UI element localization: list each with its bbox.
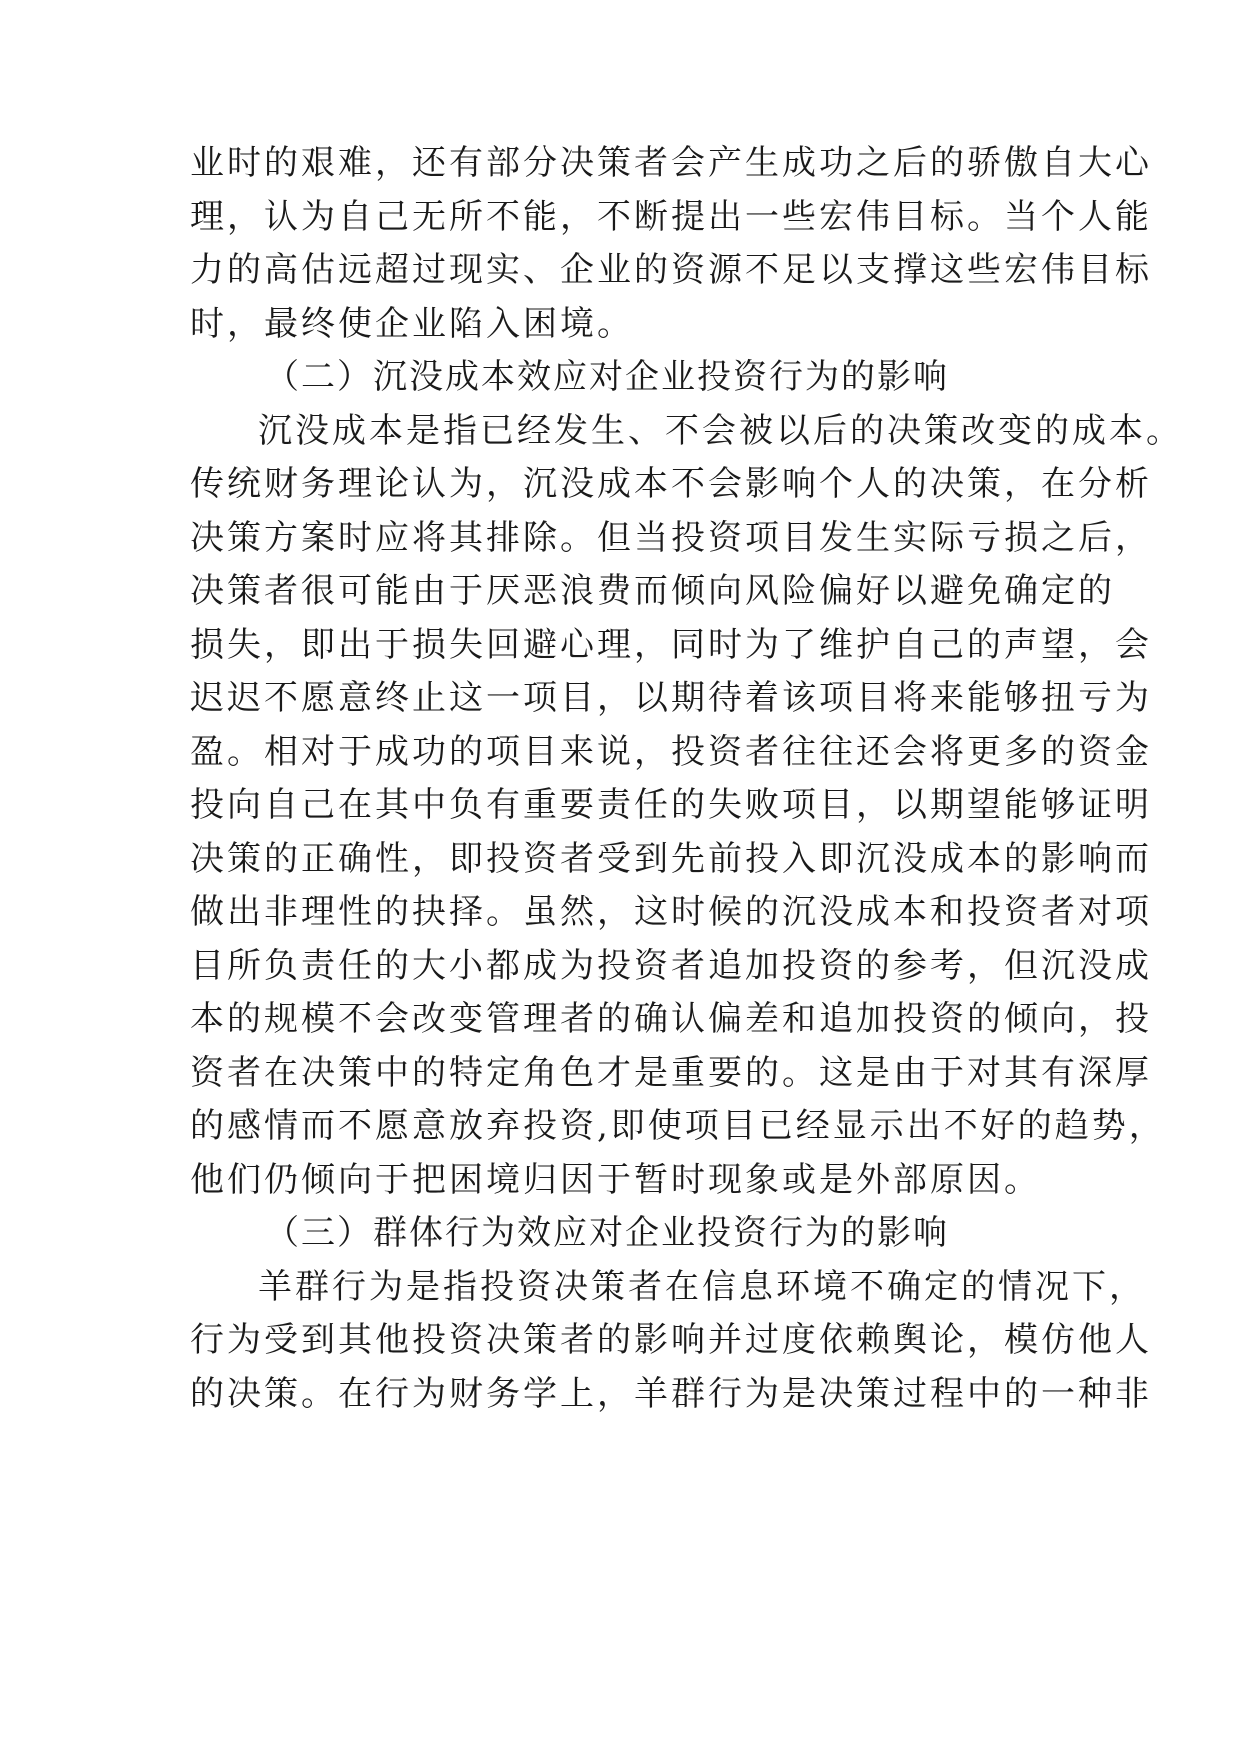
paragraph-line: 决策的正确性，即投资者受到先前投入即沉没成本的影响而	[190, 839, 1152, 879]
paragraph-line: 行为受到其他投资决策者的影响并过度依赖舆论，模仿他人	[190, 1320, 1152, 1360]
paragraph-line: 决策方案时应将其排除。但当投资项目发生实际亏损之后，	[190, 518, 1152, 558]
paragraph-line: 做出非理性的抉择。虽然，这时候的沉没成本和投资者对项	[190, 892, 1152, 932]
paragraph-line: 投向自己在其中负有重要责任的失败项目，以期望能够证明	[190, 785, 1152, 825]
paragraph-line: 传统财务理论认为，沉没成本不会影响个人的决策，在分析	[190, 464, 1152, 504]
paragraph-first-line: 羊群行为是指投资决策者在信息环境不确定的情况下，	[258, 1267, 1146, 1307]
paragraph-line: 目所负责任的大小都成为投资者追加投资的参考，但沉没成	[190, 946, 1152, 986]
paragraph-line: 决策者很可能由于厌恶浪费而倾向风险偏好以避免确定的	[190, 571, 1115, 611]
paragraph-first-line: 沉没成本是指已经发生、不会被以后的决策改变的成本。	[258, 411, 1183, 451]
paragraph-line: 资者在决策中的特定角色才是重要的。这是由于对其有深厚	[190, 1053, 1152, 1093]
section-heading: （三）群体行为效应对企业投资行为的影响	[265, 1213, 949, 1253]
paragraph-line: 他们仍倾向于把困境归因于暂时现象或是外部原因。	[190, 1160, 1041, 1200]
paragraph-line: 业时的艰难，还有部分决策者会产生成功之后的骄傲自大心	[190, 143, 1152, 183]
paragraph-line: 时，最终使企业陷入困境。	[190, 304, 634, 344]
paragraph-line: 理，认为自己无所不能，不断提出一些宏伟目标。当个人能	[190, 197, 1152, 237]
paragraph-line: 迟迟不愿意终止这一项目，以期待着该项目将来能够扭亏为	[190, 678, 1152, 718]
paragraph-line: 的感情而不愿意放弃投资,即使项目已经显示出不好的趋势，	[190, 1106, 1166, 1146]
paragraph-line: 盈。相对于成功的项目来说，投资者往往还会将更多的资金	[190, 732, 1152, 772]
paragraph-line: 本的规模不会改变管理者的确认偏差和追加投资的倾向，投	[190, 999, 1152, 1039]
paragraph-line: 力的高估远超过现实、企业的资源不足以支撑这些宏伟目标	[190, 250, 1152, 290]
paragraph-line: 的决策。在行为财务学上，羊群行为是决策过程中的一种非	[190, 1374, 1152, 1414]
section-heading: （二）沉没成本效应对企业投资行为的影响	[265, 357, 949, 397]
paragraph-line: 损失，即出于损失回避心理，同时为了维护自己的声望，会	[190, 625, 1152, 665]
